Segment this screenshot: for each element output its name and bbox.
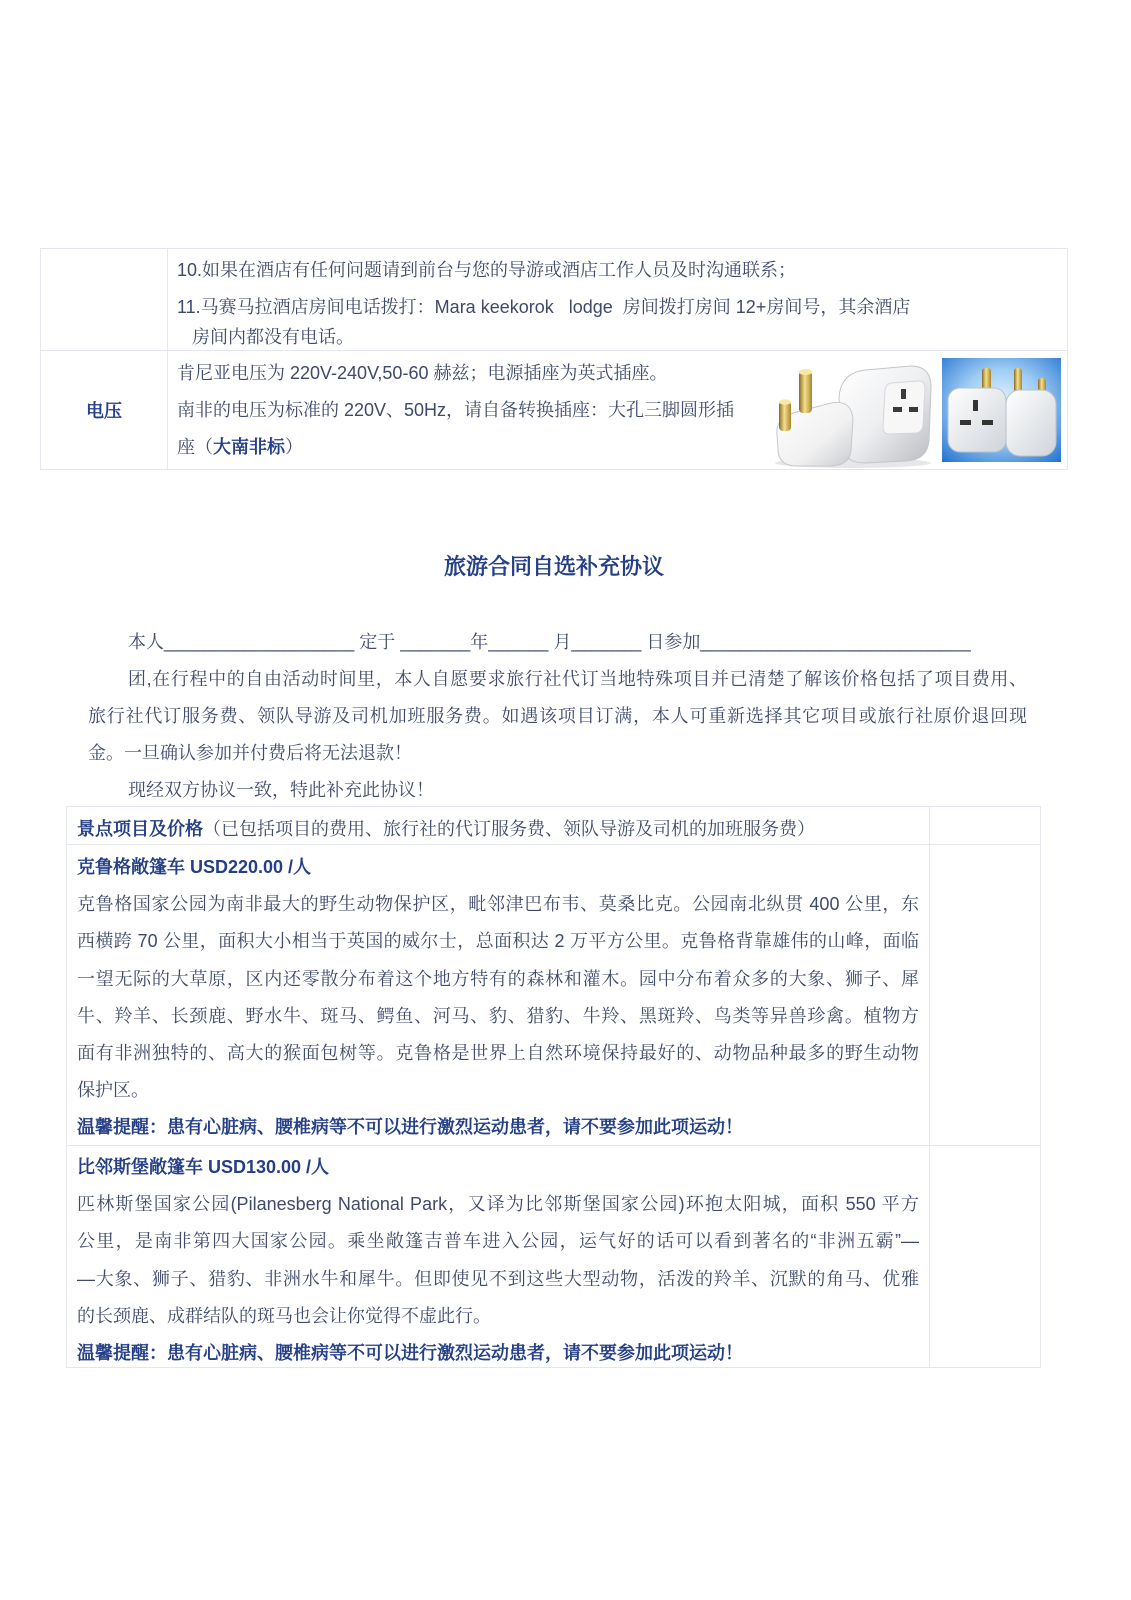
project-row-pilanesberg xyxy=(67,1146,1040,1367)
project-row-kruger xyxy=(67,845,1040,1146)
plug-adapter-image-white xyxy=(773,363,935,468)
agreement-line-1: 团,在行程中的自由活动时间里，本人自愿要求旅行社代订当地特殊项目并已清楚了解该价格包括了项目费用、 xyxy=(128,669,1027,689)
project-desc-line: —大象、狮子、猎豹、非洲水牛和犀牛。但即使见不到这些大型动物，活泼的羚羊、沉默的角马、优雅 xyxy=(77,1268,919,1289)
project-title: 比邻斯堡敞篷车 USD130.00 /人 xyxy=(77,1157,330,1177)
agreement-line-3: 金。一旦确认参加并付费后将无法退款！ xyxy=(88,743,412,763)
project-desc-line: 克鲁格国家公园为南非最大的野生动物保护区，毗邻津巴布韦、莫桑比克。公园南北纵贯 400 公里，东 xyxy=(77,894,919,915)
agreement-fill-line: 本人___________________ 定于 _______年______ 月_______ 日参加___________________________ xyxy=(128,632,971,652)
plug-adapter-image-blue xyxy=(942,358,1061,462)
hotel-notes-cell xyxy=(168,249,1067,350)
project-desc-line: 公里，是南非第四大国家公园。乘坐敞篷吉普车进入公园，运气好的话可以看到著名的“非洲五霸”— xyxy=(77,1231,919,1252)
voltage-label: 电压 xyxy=(41,351,168,469)
project-warning: 温馨提醒：患有心脏病、腰椎病等不可以进行激烈运动患者，请不要参加此项运动！ xyxy=(77,1117,743,1138)
project-desc-line: 西横跨 70 公里，面积大小相当于英国的威尔士，总面积达 2 万平方公里。克鲁格背靠雄伟的山峰，面临 xyxy=(77,931,919,952)
hotel-note-11-continued: 房间内都没有电话。 xyxy=(192,327,354,347)
projects-header-side-cell xyxy=(930,807,1040,844)
agreement-title: 旅游合同自选补充协议 xyxy=(443,554,664,579)
hotel-note-11: 11.马赛马拉酒店房间电话拨打：Mara keekorok lodge 房间拨打房间 12+房间号，其余酒店 xyxy=(177,297,911,317)
projects-table xyxy=(66,806,1041,1368)
project-warning: 温馨提醒：患有心脏病、腰椎病等不可以进行激烈运动患者，请不要参加此项运动！ xyxy=(77,1342,743,1363)
projects-header-row xyxy=(67,807,1040,845)
project-side-cell xyxy=(930,1146,1040,1367)
project-title: 克鲁格敞篷车 USD220.00 /人 xyxy=(77,857,312,877)
hotel-notes-row xyxy=(41,249,1067,351)
project-side-cell xyxy=(930,845,1040,1145)
agreement-line-2: 旅行社代订服务费、领队导游及司机加班服务费。如遇该项目订满，本人可重新选择其它项目或旅行社原价退回现 xyxy=(88,706,1027,726)
agreement-text xyxy=(88,624,1027,809)
project-desc-line: 一望无际的大草原，区内还零散分布着这个地方特有的森林和灌木。园中分布着众多的大象、狮子、犀 xyxy=(77,968,919,989)
project-desc-line: 牛、羚羊、长颈鹿、野水牛、斑马、鳄鱼、河马、豹、猎豹、牛羚、黑斑羚、鸟类等异兽珍禽。植物方 xyxy=(77,1005,919,1026)
hotel-notes-label-cell xyxy=(41,249,168,350)
plug-type-suffix: ） xyxy=(285,437,303,457)
projects-header-cell xyxy=(67,807,930,844)
projects-header-title: 景点项目及价格 xyxy=(77,819,203,839)
project-desc-line: 面有非洲独特的、高大的猴面包树等。克鲁格是世界上自然环境保持最好的、动物品种最多的野生动物 xyxy=(77,1042,919,1063)
project-cell-pilanesberg xyxy=(67,1146,930,1367)
hotel-note-10: 10.如果在酒店有任何问题请到前台与您的导游或酒店工作人员及时沟通联系； xyxy=(177,260,797,280)
projects-header-note: （已包括项目的费用、旅行社的代订服务费、领队导游及司机的加班服务费） xyxy=(203,819,815,839)
voltage-kenya-line: 肯尼亚电压为 220V-240V,50-60 赫兹；电源插座为英式插座。 xyxy=(177,363,668,383)
projects-header xyxy=(77,811,919,848)
project-desc-line: 保护区。 xyxy=(77,1080,149,1101)
agreement-closing: 现经双方协议一致，特此补充此协议！ xyxy=(128,780,434,800)
plug-type-bold: 大南非标 xyxy=(213,437,285,457)
project-desc-line: 的长颈鹿、成群结队的斑马也会让你觉得不虚此行。 xyxy=(77,1305,491,1326)
project-desc-line: 匹林斯堡国家公园(Pilanesberg National Park，又译为比邻斯堡国家公园)环抱太阳城，面积 550 平方 xyxy=(77,1194,919,1215)
plug-type-prefix: 座（ xyxy=(177,437,213,457)
project-cell-kruger xyxy=(67,845,930,1145)
voltage-south-africa-line: 南非的电压为标准的 220V、50Hz，请自备转换插座：大孔三脚圆形插 xyxy=(177,400,735,420)
